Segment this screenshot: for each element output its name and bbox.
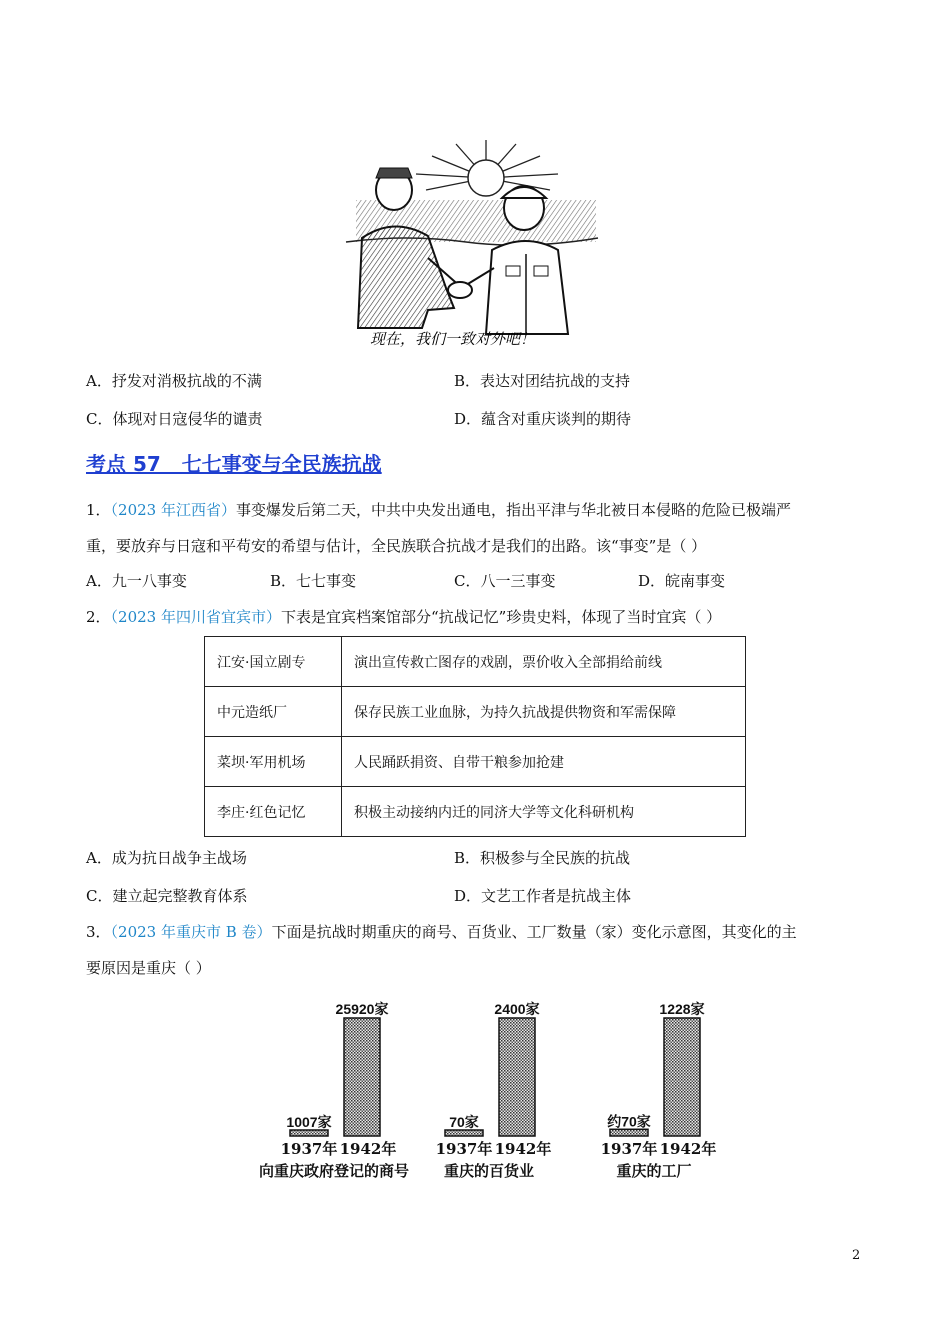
q2-option-a: A．成为抗日战争主战场 bbox=[86, 849, 247, 867]
category-label: 1942年 bbox=[339, 1140, 397, 1158]
q1-option-a: A．九一八事变 bbox=[86, 572, 187, 590]
table-cell-desc: 人民踊跃捐资、自带干粮参加抢建 bbox=[342, 737, 746, 787]
table-cell-place: 李庄·红色记忆 bbox=[205, 787, 342, 837]
table-cell-place: 江安·国立剧专 bbox=[205, 637, 342, 687]
q2-source: （2023 年四川省宜宾市） bbox=[110, 608, 281, 626]
data-label-1937: 70家 bbox=[449, 1114, 479, 1130]
handshake bbox=[448, 282, 472, 298]
prev-option-d: D．蕴含对重庆谈判的期待 bbox=[454, 410, 632, 428]
data-label-1942: 1228家 bbox=[659, 1001, 705, 1017]
q1-text-line1: 事变爆发后第二天，中共中央发出通电，指出平津与华北被日本侵略的危险已极端严 bbox=[236, 501, 792, 519]
q1-option-b: B．七七事变 bbox=[270, 572, 357, 590]
prev-option-a: A．抒发对消极抗战的不满 bbox=[86, 372, 262, 390]
data-label-1942: 2400家 bbox=[494, 1001, 540, 1017]
table-cell-place: 中元造纸厂 bbox=[205, 687, 342, 737]
q1-number: 1． bbox=[86, 501, 111, 519]
table-row bbox=[205, 637, 746, 687]
q3-text-line2: 要原因是重庆（ ） bbox=[86, 959, 211, 977]
bar-1942 bbox=[664, 1018, 700, 1136]
prev-option-c: C．体现对日寇侵华的谴责 bbox=[86, 410, 263, 428]
table-row bbox=[205, 737, 746, 787]
bar-1937 bbox=[610, 1129, 648, 1136]
q2-number: 2． bbox=[86, 608, 111, 626]
q1-option-c: C．八一三事变 bbox=[454, 572, 556, 590]
category-label: 1942年 bbox=[494, 1140, 552, 1158]
category-label: 1937年 bbox=[280, 1140, 338, 1158]
bar-1942 bbox=[499, 1018, 535, 1136]
q2-option-c: C．建立起完整教育体系 bbox=[86, 887, 248, 905]
bar-1942 bbox=[344, 1018, 380, 1136]
table-row bbox=[205, 687, 746, 737]
table-row bbox=[205, 787, 746, 837]
left-soldier bbox=[358, 168, 462, 328]
bar-1937 bbox=[445, 1130, 483, 1136]
q2-text: 下表是宜宾档案馆部分“抗战记忆”珍贵史料，体现了当时宜宾（ ） bbox=[281, 608, 722, 626]
table-cell-place: 菜坝·军用机场 bbox=[205, 737, 342, 787]
bar-1937 bbox=[290, 1130, 328, 1136]
page-number: 2 bbox=[852, 1248, 861, 1263]
data-label-1942: 25920家 bbox=[335, 1001, 389, 1017]
q1-option-d: D．皖南事变 bbox=[638, 572, 726, 590]
bar-charts bbox=[0, 980, 950, 1210]
chart-title: 重庆的百货业 bbox=[443, 1162, 535, 1180]
cartoon-illustration bbox=[336, 138, 608, 354]
q1-text-line2: 重，要放弃与日寇和平苟安的希望与估计，全民族联合抗战才是我们的出路。该“事变”是（ ） bbox=[86, 537, 707, 555]
q2-option-d: D．文艺工作者是抗战主体 bbox=[454, 887, 632, 905]
data-label-1937: 1007家 bbox=[286, 1114, 332, 1130]
table-cell-desc: 保存民族工业血脉，为持久抗战提供物资和军需保障 bbox=[342, 687, 746, 737]
q3-source: （2023 年重庆市 B 卷） bbox=[110, 923, 272, 941]
prev-option-b: B．表达对团结抗战的支持 bbox=[454, 372, 631, 390]
cartoon-caption: 现在，我们一致对外吧！ bbox=[370, 330, 536, 348]
question-1 bbox=[86, 492, 866, 564]
q1-source: （2023 年江西省） bbox=[110, 501, 236, 519]
q3-text-line1: 下面是抗战时期重庆的商号、百货业、工厂数量（家）变化示意图，其变化的主 bbox=[271, 923, 797, 941]
category-label: 1937年 bbox=[435, 1140, 493, 1158]
category-label: 1937年 bbox=[600, 1140, 658, 1158]
data-label-1937: 约70家 bbox=[607, 1113, 651, 1130]
section-title: 考点 57 七七事变与全民族抗战 bbox=[86, 452, 382, 476]
chart-title: 向重庆政府登记的商号 bbox=[258, 1162, 410, 1180]
archive-table bbox=[204, 636, 746, 837]
table-cell-desc: 演出宣传救亡图存的戏剧，票价收入全部捐给前线 bbox=[342, 637, 746, 687]
q2-option-b: B．积极参与全民族的抗战 bbox=[454, 849, 631, 867]
chart-title: 重庆的工厂 bbox=[616, 1162, 692, 1180]
q3-number: 3． bbox=[86, 923, 111, 941]
question-3 bbox=[86, 914, 866, 986]
table-cell-desc: 积极主动接纳内迁的同济大学等文化科研机构 bbox=[342, 787, 746, 837]
question-2 bbox=[86, 599, 866, 635]
category-label: 1942年 bbox=[659, 1140, 717, 1158]
